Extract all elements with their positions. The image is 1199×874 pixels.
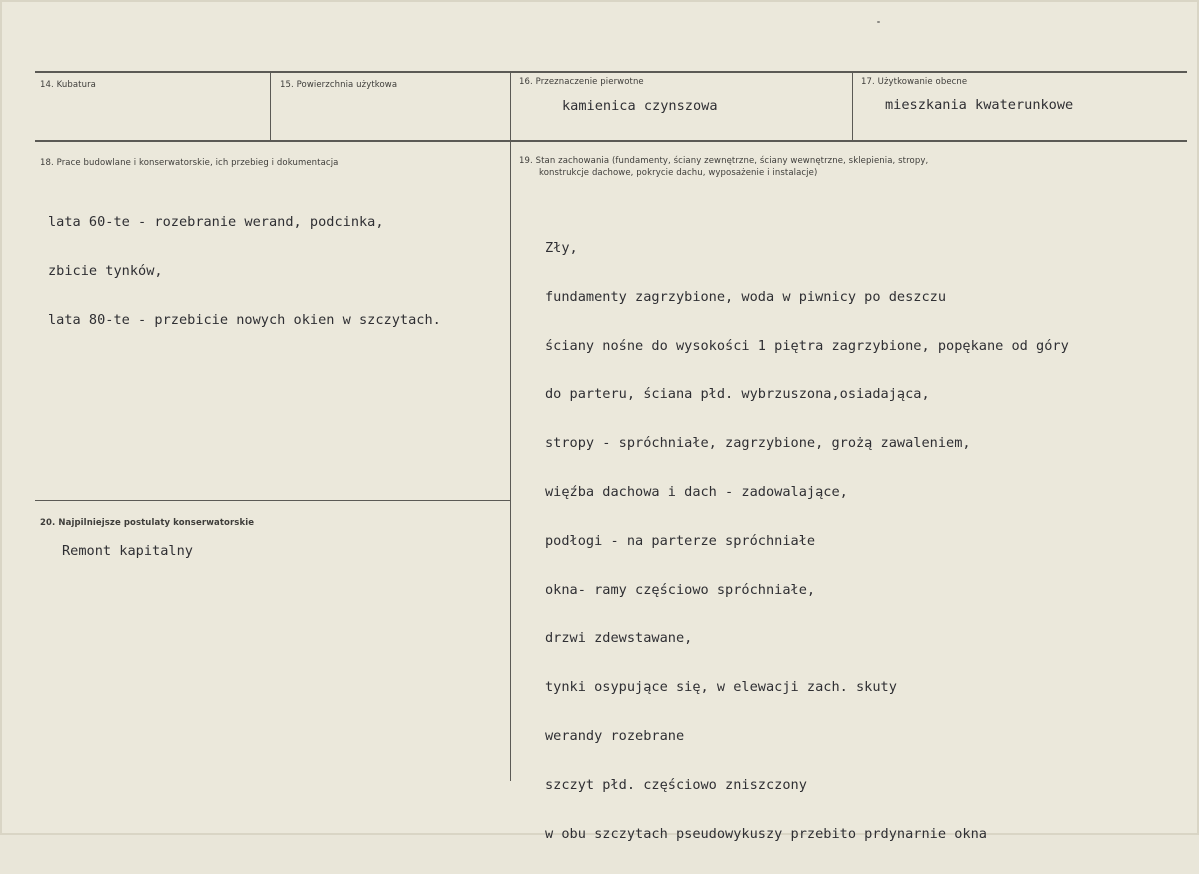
field-19-line: podłogi - na parterze spróchniałe bbox=[545, 532, 816, 549]
divider-14-15 bbox=[270, 73, 271, 141]
field-19-line: okna- ramy częściowo spróchniałe, bbox=[545, 581, 816, 598]
field-18-text bbox=[48, 182, 441, 360]
field-19-line: w obu szczytach pseudowykuszy przebito prdynarnie okna bbox=[545, 825, 987, 842]
section18-bottom-rule bbox=[35, 500, 510, 501]
field-20-label: 20. Najpilniejsze postulaty konserwatorskie bbox=[40, 518, 255, 528]
field-19-line: tynki osypujące się, w elewacji zach. skuty bbox=[545, 679, 897, 696]
field-18-label: 18. Prace budowlane i konserwatorskie, ich przebieg i dokumentacja bbox=[40, 158, 339, 168]
field-19-line: stropy - spróchniałe, zagrzybione, grożą zawaleniem, bbox=[545, 435, 971, 452]
field-18-line: lata 60-te - rozebranie werand, podcinka, bbox=[48, 214, 384, 230]
top-rule bbox=[35, 71, 1187, 73]
field-16-label: 16. Przeznaczenie pierwotne bbox=[519, 77, 644, 87]
field-19-line: werandy rozebrane bbox=[545, 727, 685, 744]
field-17-value: mieszkania kwaterunkowe bbox=[885, 97, 1074, 113]
divider-15-16 bbox=[510, 73, 511, 781]
field-19-label-line2: konstrukcje dachowe, pokrycie dachu, wyposażenie i instalacje) bbox=[539, 168, 818, 178]
field-20-value: Remont kapitalny bbox=[62, 543, 193, 559]
field-19-line: ściany nośne do wysokości 1 piętra zagrzybione, popękane od góry bbox=[545, 337, 1069, 354]
field-19-line: drzwi zdewstawane, bbox=[545, 630, 693, 647]
row1-bottom-rule bbox=[35, 140, 1187, 142]
field-18-line: zbicie tynków, bbox=[48, 262, 163, 279]
field-19-line: szczyt płd. częściowo zniszczony bbox=[545, 776, 807, 793]
field-17-label: 17. Użytkowanie obecne bbox=[861, 77, 968, 87]
field-19-line: do parteru, ściana płd. wybrzuszona,osiadająca, bbox=[545, 386, 930, 403]
field-19-line: fundamenty zagrzybione, woda w piwnicy po deszczu bbox=[545, 288, 947, 305]
field-16-value: kamienica czynszowa bbox=[562, 98, 718, 114]
field-19-text bbox=[545, 208, 1069, 874]
field-14-label: 14. Kubatura bbox=[40, 80, 96, 90]
field-19-line: Zły, bbox=[545, 240, 578, 256]
field-18-line: lata 80-te - przebicie nowych okien w szczytach. bbox=[48, 311, 441, 328]
field-15-label: 15. Powierzchnia użytkowa bbox=[280, 80, 398, 90]
divider-16-17 bbox=[852, 73, 853, 141]
field-19-line: więźba dachowa i dach - zadowalające, bbox=[545, 483, 848, 500]
paper-speck bbox=[877, 21, 880, 23]
field-19-label-line1: 19. Stan zachowania (fundamenty, ściany zewnętrzne, ściany wewnętrzne, sklepienia, stropy, bbox=[519, 156, 929, 166]
